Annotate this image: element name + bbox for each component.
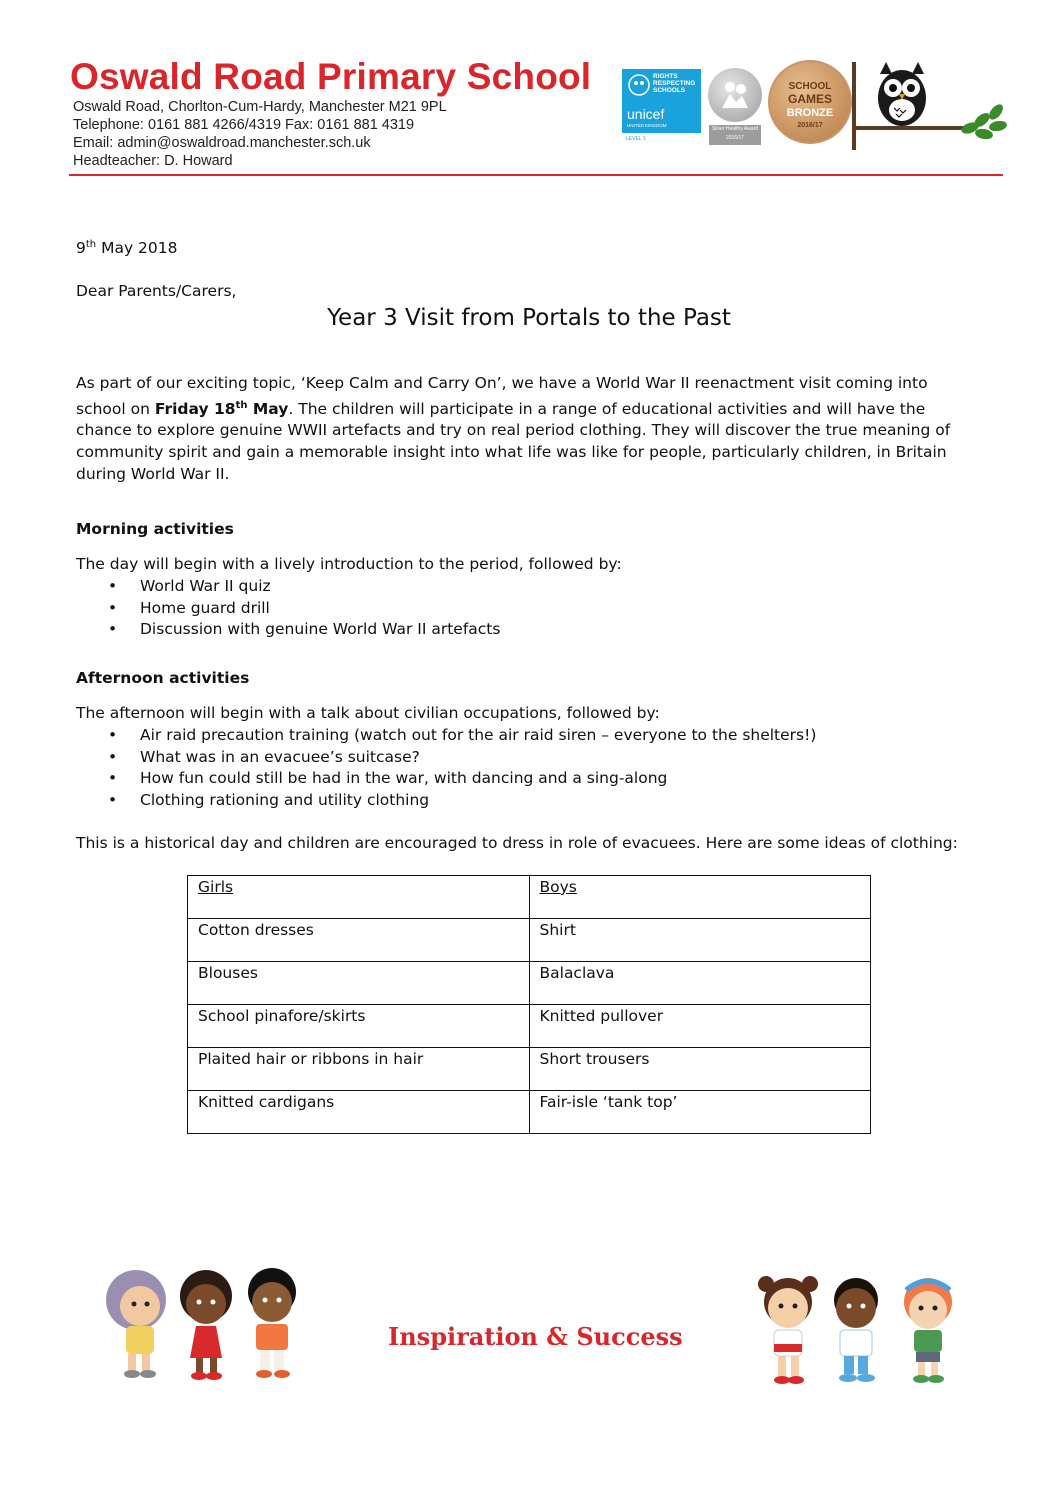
school-address: Oswald Road, Chorlton-Cum-Hardy, Manchester M21 9PL: [73, 99, 447, 115]
school-games-label-1: SCHOOL: [788, 81, 832, 92]
dress-intro: This is a historical day and children are encouraged to dress in role of evacuees. Here are some ideas of clothing:: [76, 834, 958, 852]
table-cell: Balaclava: [529, 962, 871, 1005]
table-cell: Knitted pullover: [529, 1005, 871, 1048]
headteacher: Headteacher: D. Howard: [73, 153, 233, 169]
school-games-year: 2016/17: [797, 122, 823, 129]
school-games-label-2: GAMES: [787, 92, 832, 106]
table-cell: Shirt: [529, 919, 871, 962]
owl-logo-icon: [850, 62, 1010, 154]
table-cell: Short trousers: [529, 1048, 871, 1091]
list-item: • Discussion with genuine World War II artefacts: [108, 619, 500, 641]
table-row: [188, 1048, 871, 1091]
children-right-illustration: [748, 1266, 968, 1390]
globe-icon: [627, 73, 651, 97]
list-item: • Clothing rationing and utility clothing: [108, 790, 816, 812]
afternoon-intro: The afternoon will begin with a talk about civilian occupations, followed by:: [76, 704, 660, 722]
table-cell: Knitted cardigans: [188, 1091, 530, 1134]
list-item: • How fun could still be had in the war, with dancing and a sing-along: [108, 768, 816, 790]
table-cell: Blouses: [188, 962, 530, 1005]
table-cell: Fair-isle ‘tank top’: [529, 1091, 871, 1134]
table-header-row: [188, 876, 871, 919]
column-header-boys: Boys: [529, 876, 871, 919]
school-slogan: Inspiration & Success: [388, 1322, 683, 1351]
school-games-bronze-badge: [768, 60, 852, 144]
rrs-level-label: LEVEL 1: [626, 136, 646, 142]
rights-respecting-schools-badge: [622, 69, 701, 133]
table-cell: Plaited hair or ribbons in hair: [188, 1048, 530, 1091]
table-row: [188, 919, 871, 962]
silver-healthy-award-badge: [708, 68, 762, 122]
header-divider: [69, 174, 1003, 176]
list-item: • Home guard drill: [108, 598, 500, 620]
table-row: [188, 1005, 871, 1048]
morning-list: [108, 576, 500, 641]
unicef-sub-label: UNITED KINGDOM: [627, 123, 667, 128]
rights-respecting-label: RIGHTS RESPECTING SCHOOLS: [653, 73, 696, 94]
column-header-girls: Girls: [188, 876, 530, 919]
school-games-level: BRONZE: [786, 107, 834, 119]
letter-title: Year 3 Visit from Portals to the Past: [327, 305, 731, 331]
table-cell: School pinafore/skirts: [188, 1005, 530, 1048]
list-item: • What was in an evacuee’s suitcase?: [108, 747, 816, 769]
morning-heading: Morning activities: [76, 520, 234, 538]
afternoon-heading: Afternoon activities: [76, 669, 250, 687]
children-icon: [708, 68, 762, 122]
table-row: [188, 1091, 871, 1134]
table-row: [188, 962, 871, 1005]
morning-intro: The day will begin with a lively introduction to the period, followed by:: [76, 555, 622, 573]
unicef-label: unicef: [627, 106, 665, 122]
letter-date: 9th May 2018: [76, 239, 178, 258]
afternoon-list: [108, 725, 816, 811]
silver-award-tag: Silver Healthy Award 2016/17: [709, 125, 761, 145]
table-cell: Cotton dresses: [188, 919, 530, 962]
clothing-table: [187, 875, 871, 1134]
letter-greeting: Dear Parents/Carers,: [76, 282, 237, 300]
school-email: Email: admin@oswaldroad.manchester.sch.uk: [73, 135, 371, 151]
list-item: • Air raid precaution training (watch out for the air raid siren – everyone to the shelters!): [108, 725, 816, 747]
intro-paragraph: As part of our exciting topic, ‘Keep Calm and Carry On’, we have a World War II reenactment visit coming into school on Friday 18th May. The children will participate in a range of educational activities and will have the chance to explore genuine WWII artefacts and try on real period clothing. They will discover the true meaning of community spirit and gain a memorable insight into what life was like for people, particularly children, in Britain during World War II.: [76, 374, 951, 483]
list-item: • World War II quiz: [108, 576, 500, 598]
school-phone: Telephone: 0161 881 4266/4319 Fax: 0161 881 4319: [73, 117, 415, 133]
children-left-illustration: [96, 1262, 312, 1386]
school-name: Oswald Road Primary School: [70, 56, 592, 97]
